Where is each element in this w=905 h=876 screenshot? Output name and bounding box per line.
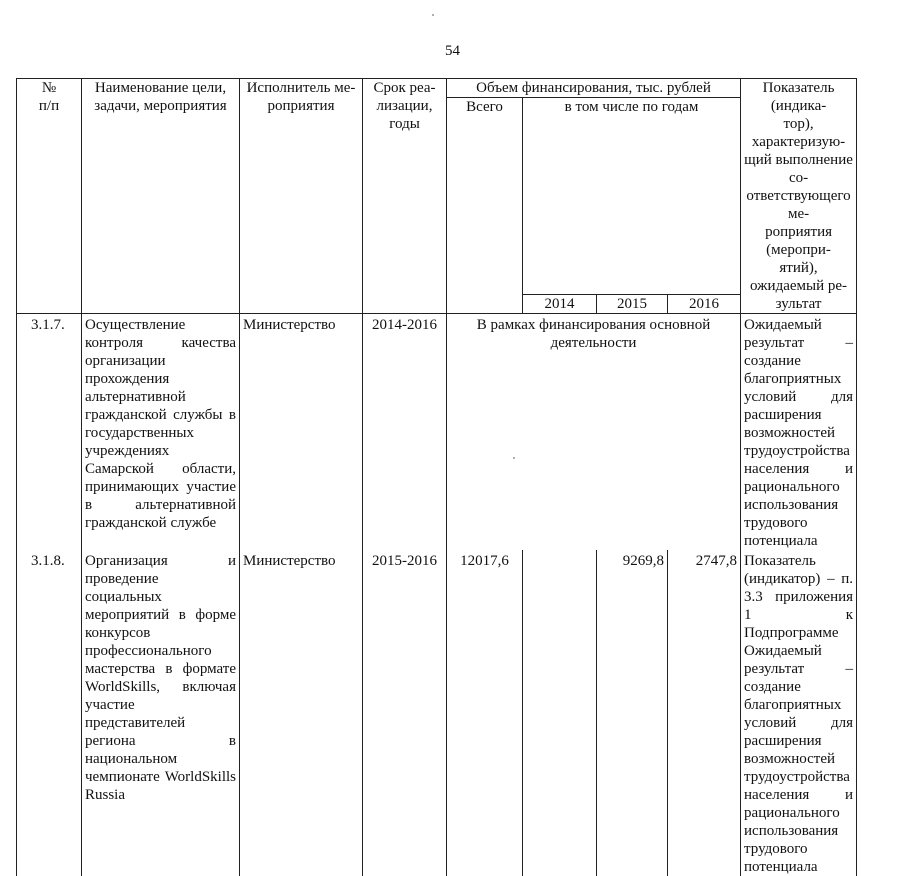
row-number: 3.1.7. xyxy=(17,314,82,551)
scan-speck xyxy=(513,457,515,459)
scan-speck xyxy=(432,14,434,16)
table-row xyxy=(17,550,857,876)
header-executor: Исполнитель ме- роприятия xyxy=(240,79,363,314)
header-funding: Объем финансирования, тыс. рублей xyxy=(447,79,741,98)
header-year-2016: 2016 xyxy=(668,295,741,314)
row-2014 xyxy=(523,550,597,876)
row-executor: Министерство xyxy=(240,550,363,876)
program-table xyxy=(16,78,857,876)
header-num: № п/п xyxy=(17,79,82,314)
header-name: Наименование цели, задачи, мероприятия xyxy=(82,79,240,314)
row-executor: Министерство xyxy=(240,314,363,551)
row-indicator: Ожидаемый результат – создание благоприятных условий для расширения возможностей трудоустройства населения и рационального использования трудового потенциала xyxy=(741,314,857,551)
table-row xyxy=(17,314,857,551)
header-total: Всего xyxy=(447,98,523,314)
header-term: Срок реа- лизации, годы xyxy=(363,79,447,314)
row-2016: 2747,8 xyxy=(668,550,741,876)
row-name: Осуществление контроля качества организации прохождения альтернативной гражданской службы в государственных учреждениях Самарской области, принимающих участие в альтернативной гражданской службе xyxy=(82,314,240,551)
header-indicator: Показатель (индика- тор), характеризую- щий выполнение со- ответствующего ме- роприятия (меропри- ятий), ожидаемый ре- зультат xyxy=(741,79,857,314)
page-number: 54 xyxy=(445,43,460,59)
row-total: 12017,6 xyxy=(447,550,523,876)
row-number: 3.1.8. xyxy=(17,550,82,876)
table-header xyxy=(17,79,857,314)
row-term: 2015-2016 xyxy=(363,550,447,876)
row-term: 2014-2016 xyxy=(363,314,447,551)
row-name: Организация и проведение социальных мероприятий в форме конкурсов профессионального мастерства в формате WorldSkills, включая участие представителей региона в национальном чемпионате WorldSkills Russia xyxy=(82,550,240,876)
row-2015: 9269,8 xyxy=(597,550,668,876)
row-indicator: Показатель (индикатор) – п. 3.3 приложения 1 к Подпрограмме Ожидаемый результат – создание благоприятных условий для расширения возможностей трудоустройства населения и рационального использования трудового потенциала xyxy=(741,550,857,876)
row-funding-note: В рамках финансирования основной деятельности xyxy=(447,314,741,551)
header-by-years: в том числе по годам xyxy=(523,98,741,295)
header-year-2015: 2015 xyxy=(597,295,668,314)
header-year-2014: 2014 xyxy=(523,295,597,314)
